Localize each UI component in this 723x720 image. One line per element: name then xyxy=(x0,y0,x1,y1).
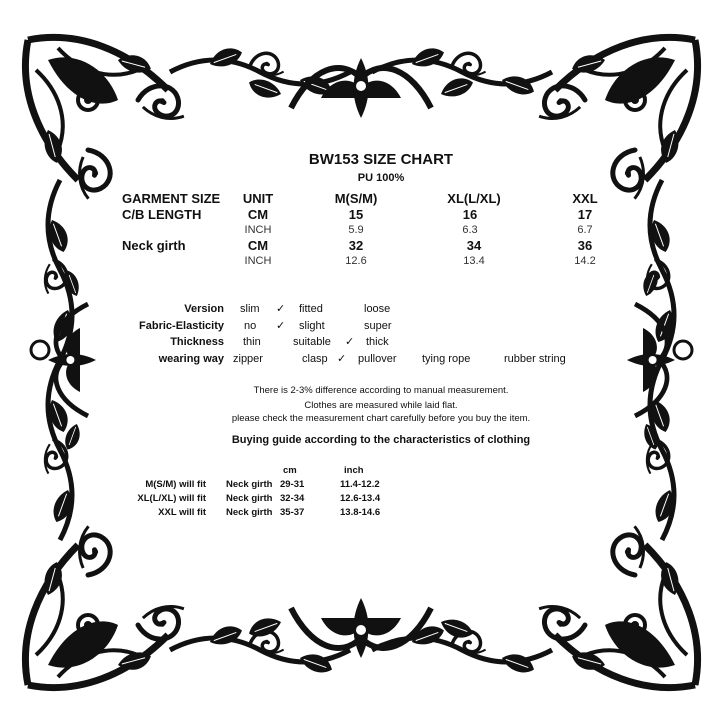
buying-guide-heading: Buying guide according to the characteristics of clothing xyxy=(231,434,531,446)
chart-title: BW153 SIZE CHART xyxy=(308,151,454,168)
cell-value: 12.6 xyxy=(345,255,367,267)
thickness-option: suitable xyxy=(293,336,331,348)
header-unit: UNIT xyxy=(242,191,274,206)
cell-value: 36 xyxy=(577,238,593,253)
note-line: please check the measurement chart carefully before you buy the item. xyxy=(231,413,531,424)
cell-value: 32 xyxy=(348,238,364,253)
version-option: slim xyxy=(240,303,260,315)
row-unit: INCH xyxy=(244,224,272,236)
row-unit: CM xyxy=(247,207,269,222)
elasticity-label: Fabric-Elasticity xyxy=(139,320,224,332)
guide-cm: 32-34 xyxy=(280,493,305,504)
wearing-option: zipper xyxy=(233,353,263,365)
thickness-option: thin xyxy=(243,336,261,348)
row-label: Neck girth xyxy=(122,238,186,253)
guide-fit-label: M(S/M) will fit xyxy=(145,479,206,490)
elasticity-option: super xyxy=(364,320,392,332)
cell-value: 6.7 xyxy=(577,224,593,236)
check-icon: ✓ xyxy=(345,336,355,348)
elasticity-option: no xyxy=(244,320,257,332)
cell-value: 5.9 xyxy=(348,224,364,236)
check-icon: ✓ xyxy=(276,320,286,332)
row-label: C/B LENGTH xyxy=(122,207,202,222)
material-label: PU 100% xyxy=(357,172,405,184)
check-icon: ✓ xyxy=(337,353,347,365)
guide-measure: Neck girth xyxy=(226,507,273,518)
version-option: fitted xyxy=(299,303,323,315)
cell-value: 34 xyxy=(466,238,482,253)
guide-col-cm: cm xyxy=(283,465,297,476)
guide-fit-label: XXL will fit xyxy=(158,507,206,518)
elasticity-option: slight xyxy=(299,320,325,332)
thickness-label: Thickness xyxy=(170,336,224,348)
version-option: loose xyxy=(364,303,391,315)
guide-col-inch: inch xyxy=(344,465,364,476)
header-size-m: M(S/M) xyxy=(334,191,378,206)
cell-value: 14.2 xyxy=(574,255,596,267)
cell-value: 16 xyxy=(462,207,478,222)
version-label: Version xyxy=(184,303,224,315)
note-line: Clothes are measured while laid flat. xyxy=(304,400,458,411)
guide-inch: 12.6-13.4 xyxy=(340,493,381,504)
guide-cm: 29-31 xyxy=(280,479,305,490)
guide-measure: Neck girth xyxy=(226,493,273,504)
guide-inch: 11.4-12.2 xyxy=(340,479,380,490)
row-unit: CM xyxy=(247,238,269,253)
wearing-option: tying rope xyxy=(422,353,471,365)
cell-value: 13.4 xyxy=(463,255,485,267)
guide-fit-label: XL(L/XL) will fit xyxy=(137,493,206,504)
wearing-option: clasp xyxy=(302,353,328,365)
wearing-label: wearing way xyxy=(158,353,224,365)
row-unit: INCH xyxy=(244,255,272,267)
wearing-option: pullover xyxy=(358,353,397,365)
header-size-xxl: XXL xyxy=(572,191,598,206)
thickness-option: thick xyxy=(366,336,389,348)
guide-cm: 35-37 xyxy=(280,507,305,518)
check-icon: ✓ xyxy=(276,303,286,315)
note-line: There is 2-3% difference according to manual measurement. xyxy=(253,385,509,396)
header-garment-size: GARMENT SIZE xyxy=(122,191,221,206)
cell-value: 17 xyxy=(577,207,593,222)
header-size-xl: XL(L/XL) xyxy=(447,191,501,206)
cell-value: 6.3 xyxy=(462,224,478,236)
wearing-option: rubber string xyxy=(504,353,566,365)
guide-inch: 13.8-14.6 xyxy=(340,507,381,518)
guide-measure: Neck girth xyxy=(226,479,273,490)
cell-value: 15 xyxy=(348,207,364,222)
